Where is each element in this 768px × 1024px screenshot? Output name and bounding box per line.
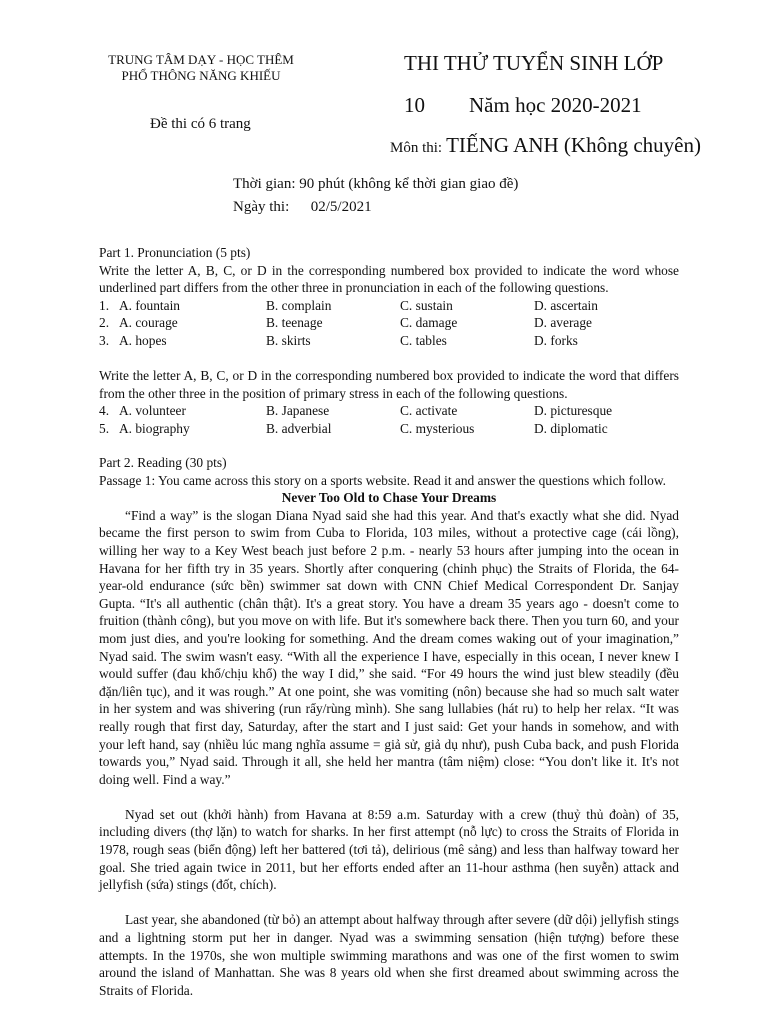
question-number: 3. [99, 332, 110, 348]
option-c: C. damage [400, 315, 458, 331]
spacer [99, 894, 679, 912]
school-name [91, 52, 311, 84]
option-b: B. skirts [266, 332, 311, 348]
story-paragraph: “Find a way” is the slogan Diana Nyad said she had this year. And that's exactly what she did. Nyad became the first person to swim from Cuba to Florida, 103 miles, without a protective cage (cái lồng), willing her way to a Key West beach just before 2 p.m. - nearly 53 hours after jumping into the ocean in Havana for her fifth try in 35 years. Shortly after conquering (chinh phục) the Straits of Florida, the 64-year-old endurance (sức bền) swimmer sat down with CNN Chief Medical Correspondent Dr. Sanjay Gupta. “It's all authentic (chân thật). It's a great story. You have a dream 35 years ago - doesn't come to fruition (thành công), but you move on with life. But it's somewhere back there. Then you turn 60, and your mom just dies, and you're looking for something. And the dream comes waking out of your imagination,” Nyad said. The swim wasn't easy. “With all the experience I have, especially in this ocean, I never knew I would suffer (đau khổ/chịu khổ) the way I did,” she said. “For 49 hours the wind just blew steadily (đều đặn/liên tục), and it was rough.” At one point, she was vomiting (nôn) because she had so much salt water in her system and was shivering (run rẩy/rùng mình). She sang lullabies (hát ru) to help her relax. “It was really rough that first day, Saturday, after the start and I just said: Get your hands in somehow, and with your left hand, say (nhiều lúc mang nghĩa assume = giả sử, giả dụ như), push Cuba back, and push Florida towards you,” Nyad said. Through it all, she held her mantra (tâm niệm) close: “You don't like it. It's not doing well. Find a way.” [99, 507, 679, 787]
school-year: Năm học 2020-2021 [469, 93, 642, 117]
option-c: C. mysterious [400, 420, 475, 436]
part1-section [99, 244, 679, 438]
option-d: D. ascertain [534, 297, 598, 313]
exam-date-value: 02/5/2021 [310, 199, 372, 215]
subject-line [390, 133, 701, 158]
part2-section [99, 454, 679, 999]
exam-grade: 10 [404, 93, 425, 117]
question-row [99, 314, 679, 332]
option-a: A. hopes [119, 332, 167, 348]
question-number: 1. [99, 297, 110, 313]
subject-value: TIẾNG ANH (Không chuyên) [446, 133, 701, 157]
option-a: A. volunteer [119, 403, 186, 419]
option-a: A. fountain [119, 297, 180, 313]
spacer [99, 788, 679, 806]
part1-title: Part 1. Pronunciation (5 pts) [99, 245, 251, 260]
option-b: B. Japanese [266, 403, 330, 419]
question-row [99, 402, 679, 420]
part2-title: Part 2. Reading (30 pts) [99, 455, 227, 470]
exam-date-line [233, 199, 372, 216]
option-d: D. forks [534, 332, 578, 348]
part1-instruction-pronunciation: Write the letter A, B, C, or D in the corresponding numbered box provided to indicate the word whose underlined part differs from the other three in pronunciation in each of the following questions. [99, 262, 679, 296]
question-number: 5. [99, 420, 110, 436]
school-name-line1: TRUNG TÂM DẠY - HỌC THÊM [108, 52, 294, 67]
option-a: A. courage [119, 315, 178, 331]
option-c: C. tables [400, 332, 447, 348]
exam-title: THI THỬ TUYỂN SINH LỚP [404, 51, 664, 75]
option-c: C. activate [400, 403, 458, 419]
option-a: A. biography [119, 420, 190, 436]
school-name-line2: PHỔ THÔNG NĂNG KHIẾU [121, 68, 281, 83]
story-title: Never Too Old to Chase Your Dreams [281, 490, 497, 506]
option-d: D. average [534, 315, 592, 331]
option-d: D. diplomatic [534, 420, 608, 436]
question-row [99, 332, 679, 350]
option-b: B. teenage [266, 315, 323, 331]
question-row [99, 297, 679, 315]
option-c: C. sustain [400, 297, 453, 313]
exam-duration: Thời gian: 90 phút (không kể thời gian giao đề) [233, 176, 519, 192]
pages-note: Đề thi có 6 trang [150, 116, 251, 132]
passage-intro: Passage 1: You came across this story on a sports website. Read it and answer the questions which follow. [99, 472, 667, 488]
exam-date-label: Ngày thi: [233, 199, 290, 215]
part1-instruction-stress: Write the letter A, B, C, or D in the corresponding numbered box provided to indicate the word that differs from the other three in the position of primary stress in each of the following questions. [99, 368, 679, 401]
question-number: 4. [99, 403, 110, 419]
question-number: 2. [99, 315, 110, 331]
option-b: B. complain [266, 297, 332, 313]
story-paragraph: Nyad set out (khởi hành) from Havana at 8:59 a.m. Saturday with a crew (thuỷ thủ đoàn) of 35, including divers (thợ lặn) to watch for sharks. In her first attempt (nỗ lực) to cross the Straits of Florida in 1978, rough seas (biển động) left her battered (tơi tả), delirious (mê sảng) and less than halfway toward her goal. She tried again twice in 2011, but her efforts ended after an 11-hour asthma (hen suyễn) attack and jellyfish (sứa) stings (đốt, chích). [99, 806, 679, 893]
subject-label: Môn thi: [390, 140, 443, 156]
option-b: B. adverbial [266, 420, 332, 436]
question-row [99, 420, 679, 438]
option-d: D. picturesque [534, 403, 613, 419]
story-paragraph: Last year, she abandoned (từ bỏ) an attempt about halfway through after severe (dữ dội) jellyfish stings and a lightning storm put her in danger. Nyad was a swimming sensation (hiện tượng) before these attempts. In the 1970s, she won multiple swimming marathons and was one of the first women to swim around the island of Manhattan. She was 8 years old when she first dreamed about swimming across the Straits of Florida. [99, 912, 679, 998]
spacer [99, 350, 679, 368]
